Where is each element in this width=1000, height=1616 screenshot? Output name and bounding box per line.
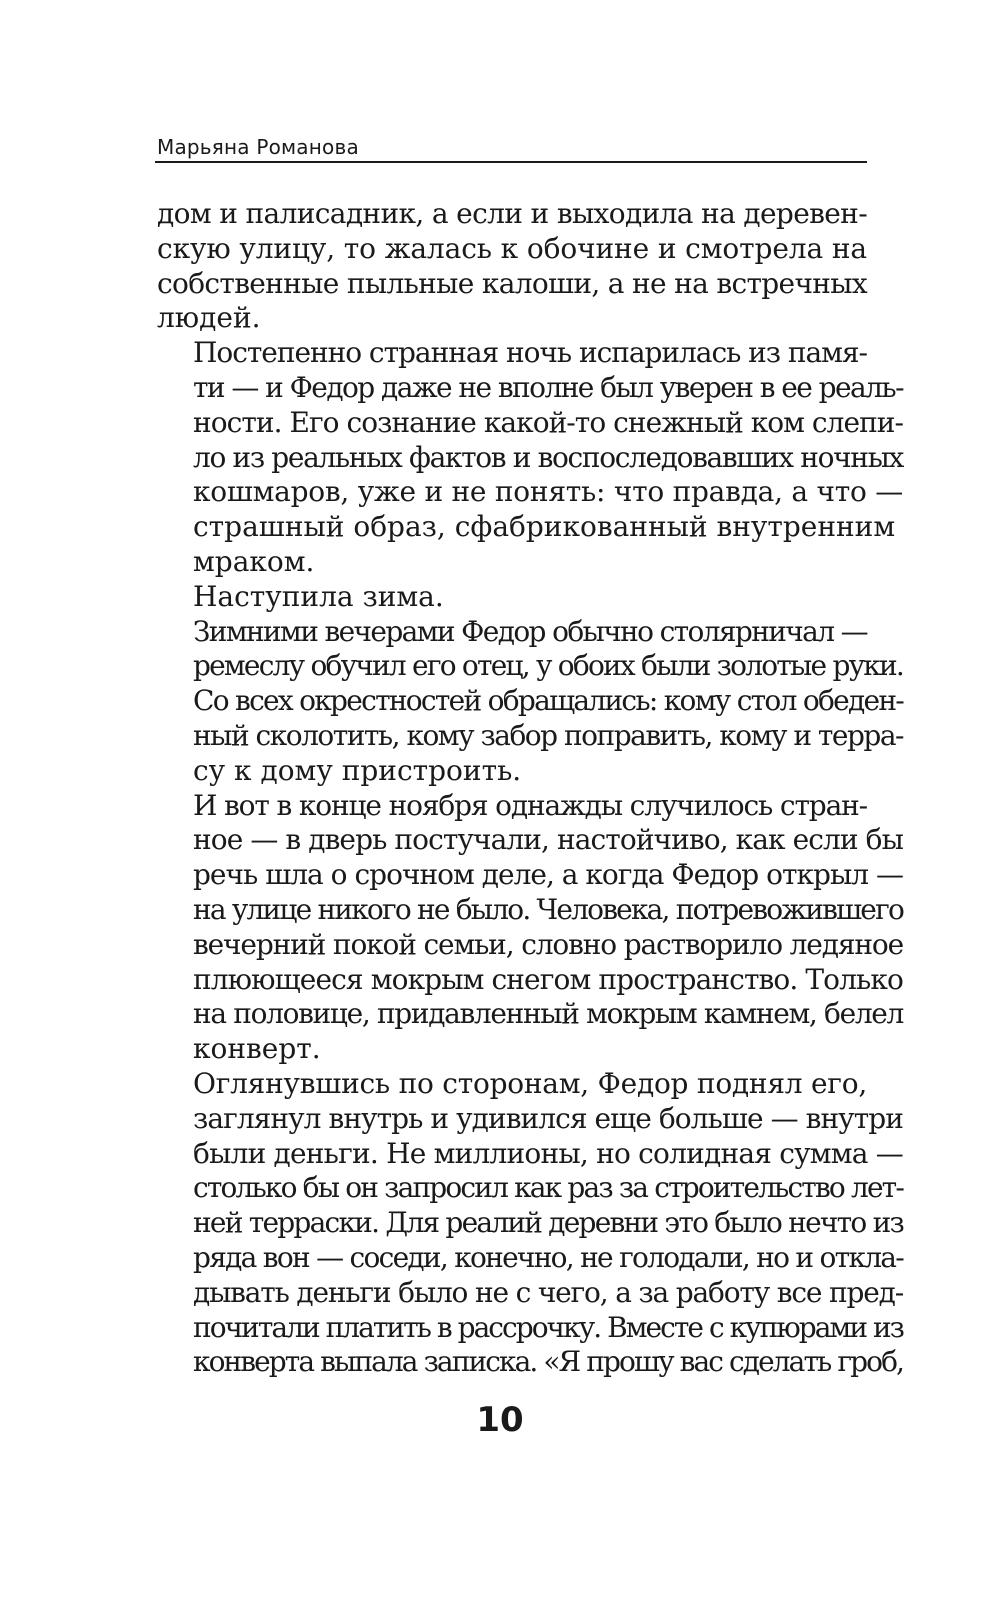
text-line: на половице, придавленный мокрым камнем, белел [193, 997, 903, 1031]
text-line: страшный образ, сфабрикованный внутренним [193, 510, 896, 544]
text-line: конверта выпала записка. «Я прошу вас сделать гроб, [193, 1345, 904, 1379]
text-line: плюющееся мокрым снегом пространство. Только [193, 962, 903, 996]
paragraph [157, 580, 867, 615]
header-rule [155, 161, 867, 163]
text-line: речь шла о срочном деле, а когда Федор открыл — [193, 858, 904, 892]
paragraph [157, 336, 904, 580]
text-line: были деньги. Не миллионы, но солидная сумма — [193, 1136, 904, 1170]
paragraph [157, 197, 867, 336]
text-line: су к дому пристроить. [193, 753, 522, 787]
text-line: дом и палисадник, а если и выходила на деревен- [157, 197, 868, 230]
text-line: конверт. [193, 1032, 321, 1066]
text-line: ный сколотить, кому забор поправить, кому и терра- [193, 718, 903, 752]
text-line: столько бы он запросил как раз за строительство лет- [193, 1171, 903, 1205]
paragraph [157, 1066, 904, 1380]
text-line: Оглянувшись по сторонам, Федор поднял его, [193, 1066, 868, 1100]
text-line: ло из реальных фактов и воспоследовавших ночных [193, 440, 903, 474]
text-line: ности. Его сознание какой-то снежный ком слепи- [193, 405, 904, 439]
paragraph [157, 788, 904, 1067]
text-line: почитали платить в рассрочку. Вместе с купюрами из [193, 1310, 903, 1344]
text-line: Со всех окрестностей обращались: кому стол обеден- [193, 684, 903, 718]
text-line: Постепенно странная ночь испарилась из памя- [193, 336, 867, 370]
text-line: собственные пыльные калоши, а не на встречных [157, 266, 867, 300]
text-line: кошмаров, уже и не понять: что правда, а что — [193, 475, 904, 509]
text-line: ряда вон — соседи, конечно, не голодали, но и откла- [193, 1240, 903, 1274]
page-number: 10 [476, 1400, 524, 1440]
text-line: ней терраски. Для реалий деревни это было нечто из [193, 1206, 903, 1240]
text-line: дывать деньги было не с чего, а за работу все пред- [193, 1275, 903, 1309]
body-text [157, 197, 904, 1380]
text-line: ти — и Федор даже не вполне был уверен в ее реаль- [193, 370, 903, 404]
text-line: вечерний покой семьи, словно растворило ледяное [193, 927, 903, 961]
text-line: мраком. [193, 544, 315, 578]
running-head-author: Марьяна Романова [157, 135, 359, 159]
text-line: скую улицу, то жалась к обочине и смотрела на [157, 231, 867, 265]
text-line: ремеслу обучил его отец, у обоих были золотые руки. [193, 649, 904, 683]
text-line: на улице никого не было. Человека, потревожившего [193, 892, 904, 926]
text-line: ное — в дверь постучали, настойчиво, как если бы [193, 823, 903, 857]
text-line: Зимними вечерами Федор обычно столярничал — [193, 614, 867, 648]
text-line: И вот в конце ноября однажды случилось стран- [193, 788, 867, 822]
text-line: людей. [157, 301, 261, 335]
text-line: заглянул внутрь и удивился еще больше — внутри [193, 1101, 904, 1135]
paragraph [157, 614, 904, 789]
text-line: Наступила зима. [193, 579, 444, 613]
